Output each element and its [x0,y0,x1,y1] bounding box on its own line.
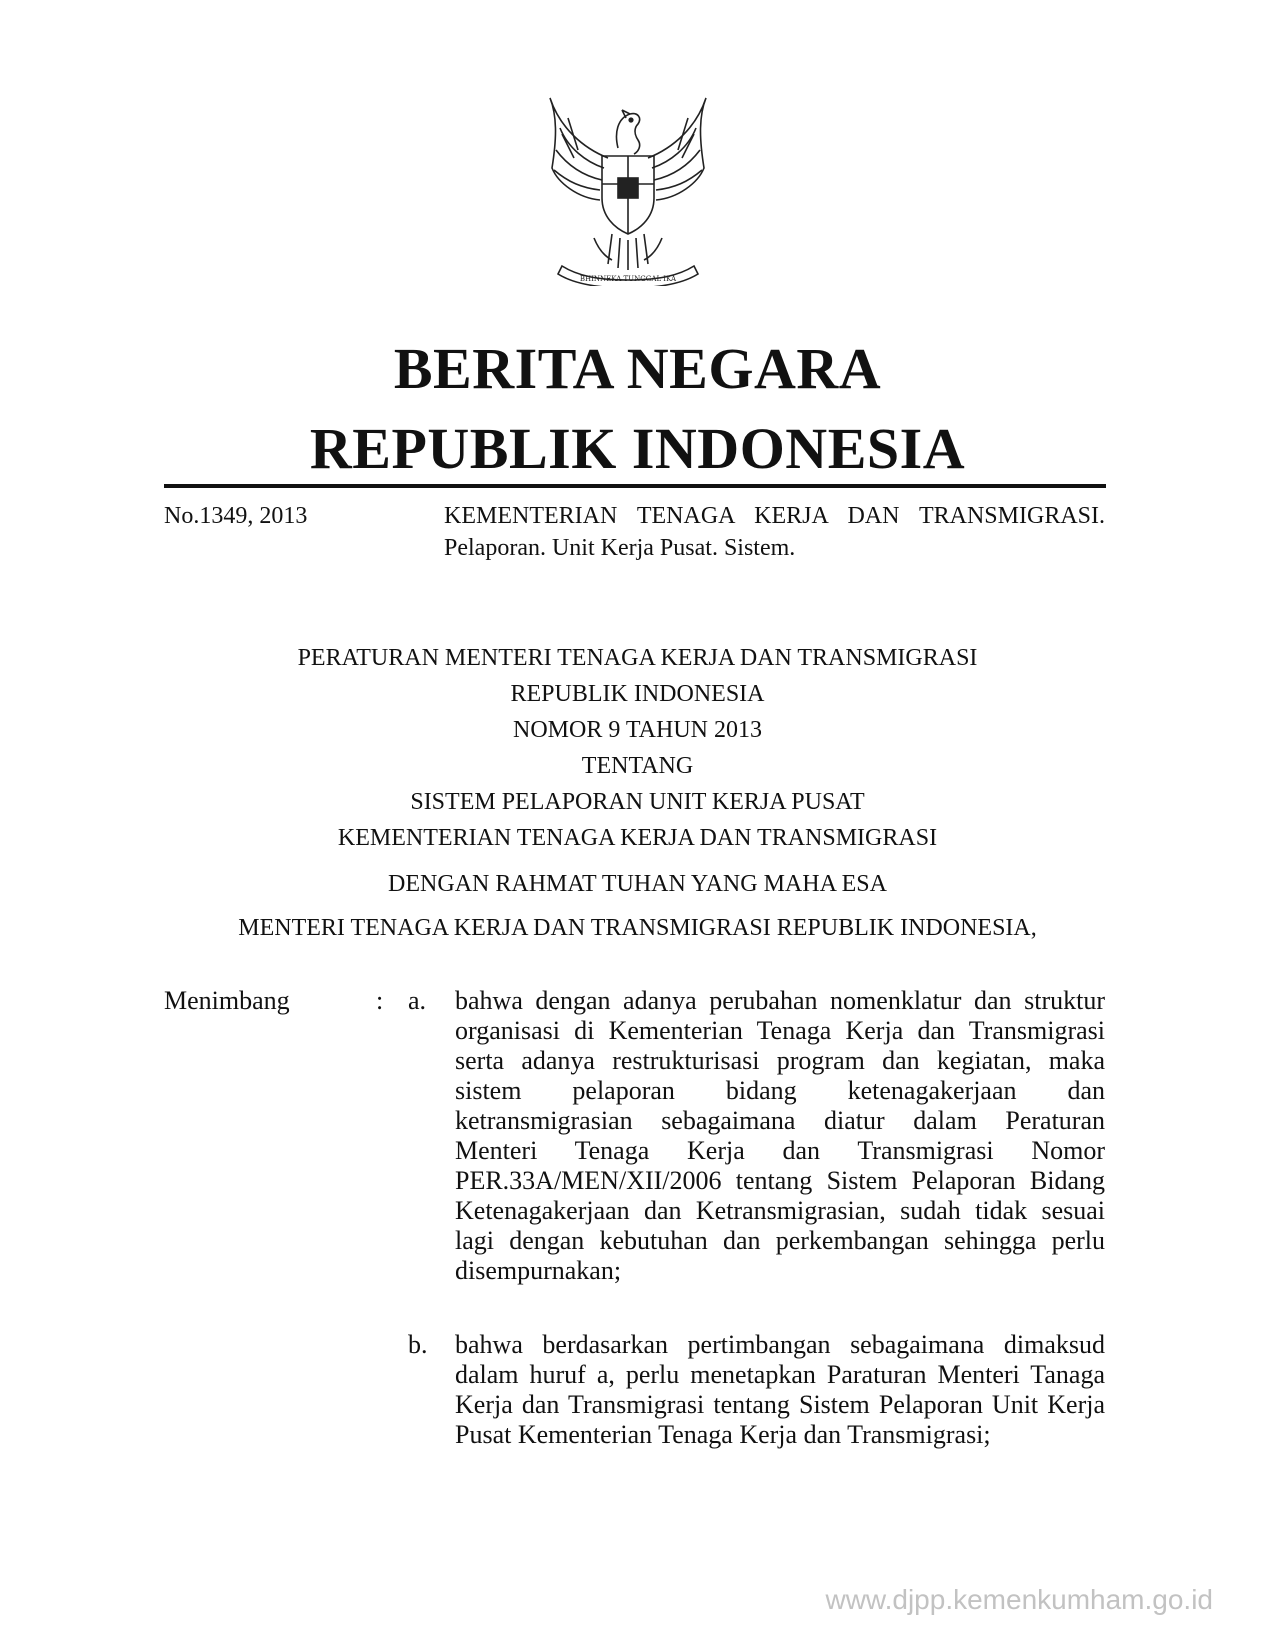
document-number: No.1349, 2013 [164,503,308,529]
considering-colon: : [376,986,384,1015]
garuda-pancasila-emblem [538,88,718,286]
regulation-heading-line: SISTEM PELAPORAN UNIT KERJA PUSAT [410,789,865,815]
gazette-subtitle: REPUBLIK INDONESIA [309,416,966,481]
emblem-motto: BHINNEKA TUNGGAL IKA [579,275,677,283]
gazette-title: BERITA NEGARA [393,336,882,401]
regulation-heading-line: REPUBLIK INDONESIA [510,681,765,707]
blessing-line: DENGAN RAHMAT TUHAN YANG MAHA ESA [388,871,887,897]
considering-item-a: bahwa dengan adanya perubahan nomenklatur dan struktur organisasi di Kementerian Tenaga Kerja dan Transmigrasi serta adanya restrukturisasi program dan kegiatan, maka sistem pelaporan bidang ketenagakerjaan dan ketransmigrasian sebagaimana diatur dalam Peraturan Menteri Tenaga Kerja dan Transmigrasi Nomor PER.33A/MEN/XII/2006 tentang Sistem Pelaporan Bidang Ketenagakerjaan dan Ketransmigrasian, sudah tidak sesuai lagi dengan kebutuhan dan perkembangan sehingga perlu disempurnakan; [455,986,1105,1285]
item-marker: a. [408,986,427,1015]
regulation-heading-line: KEMENTERIAN TENAGA KERJA DAN TRANSMIGRASI [337,825,938,851]
header-divider [164,484,1106,488]
item-marker: b. [408,1330,428,1359]
considering-item-b: bahwa berdasarkan pertimbangan sebagaimana dimaksud dalam huruf a, perlu menetapkan Paraturan Menteri Tanaga Kerja dan Transmigrasi tentang Sistem Pelaporan Unit Kerja Pusat Kementerian Tenaga Kerja dan Transmigrasi; [455,1330,1105,1449]
regulation-heading-line: TENTANG [581,753,694,779]
minister-line: MENTERI TENAGA KERJA DAN TRANSMIGRASI REPUBLIK INDONESIA, [238,915,1037,941]
regulation-heading [0,640,1275,856]
considering-label: Menimbang [164,986,290,1015]
source-url-watermark: www.djpp.kemenkumham.go.id [825,1584,1213,1615]
regulation-heading-line: NOMOR 9 TAHUN 2013 [513,717,762,743]
document-summary: KEMENTERIAN TENAGA KERJA DAN TRANSMIGRASI. Pelaporan. Unit Kerja Pusat. Sistem. [444,503,1105,561]
regulation-heading-line: PERATURAN MENTERI TENAGA KERJA DAN TRANSMIGRASI [297,645,978,671]
